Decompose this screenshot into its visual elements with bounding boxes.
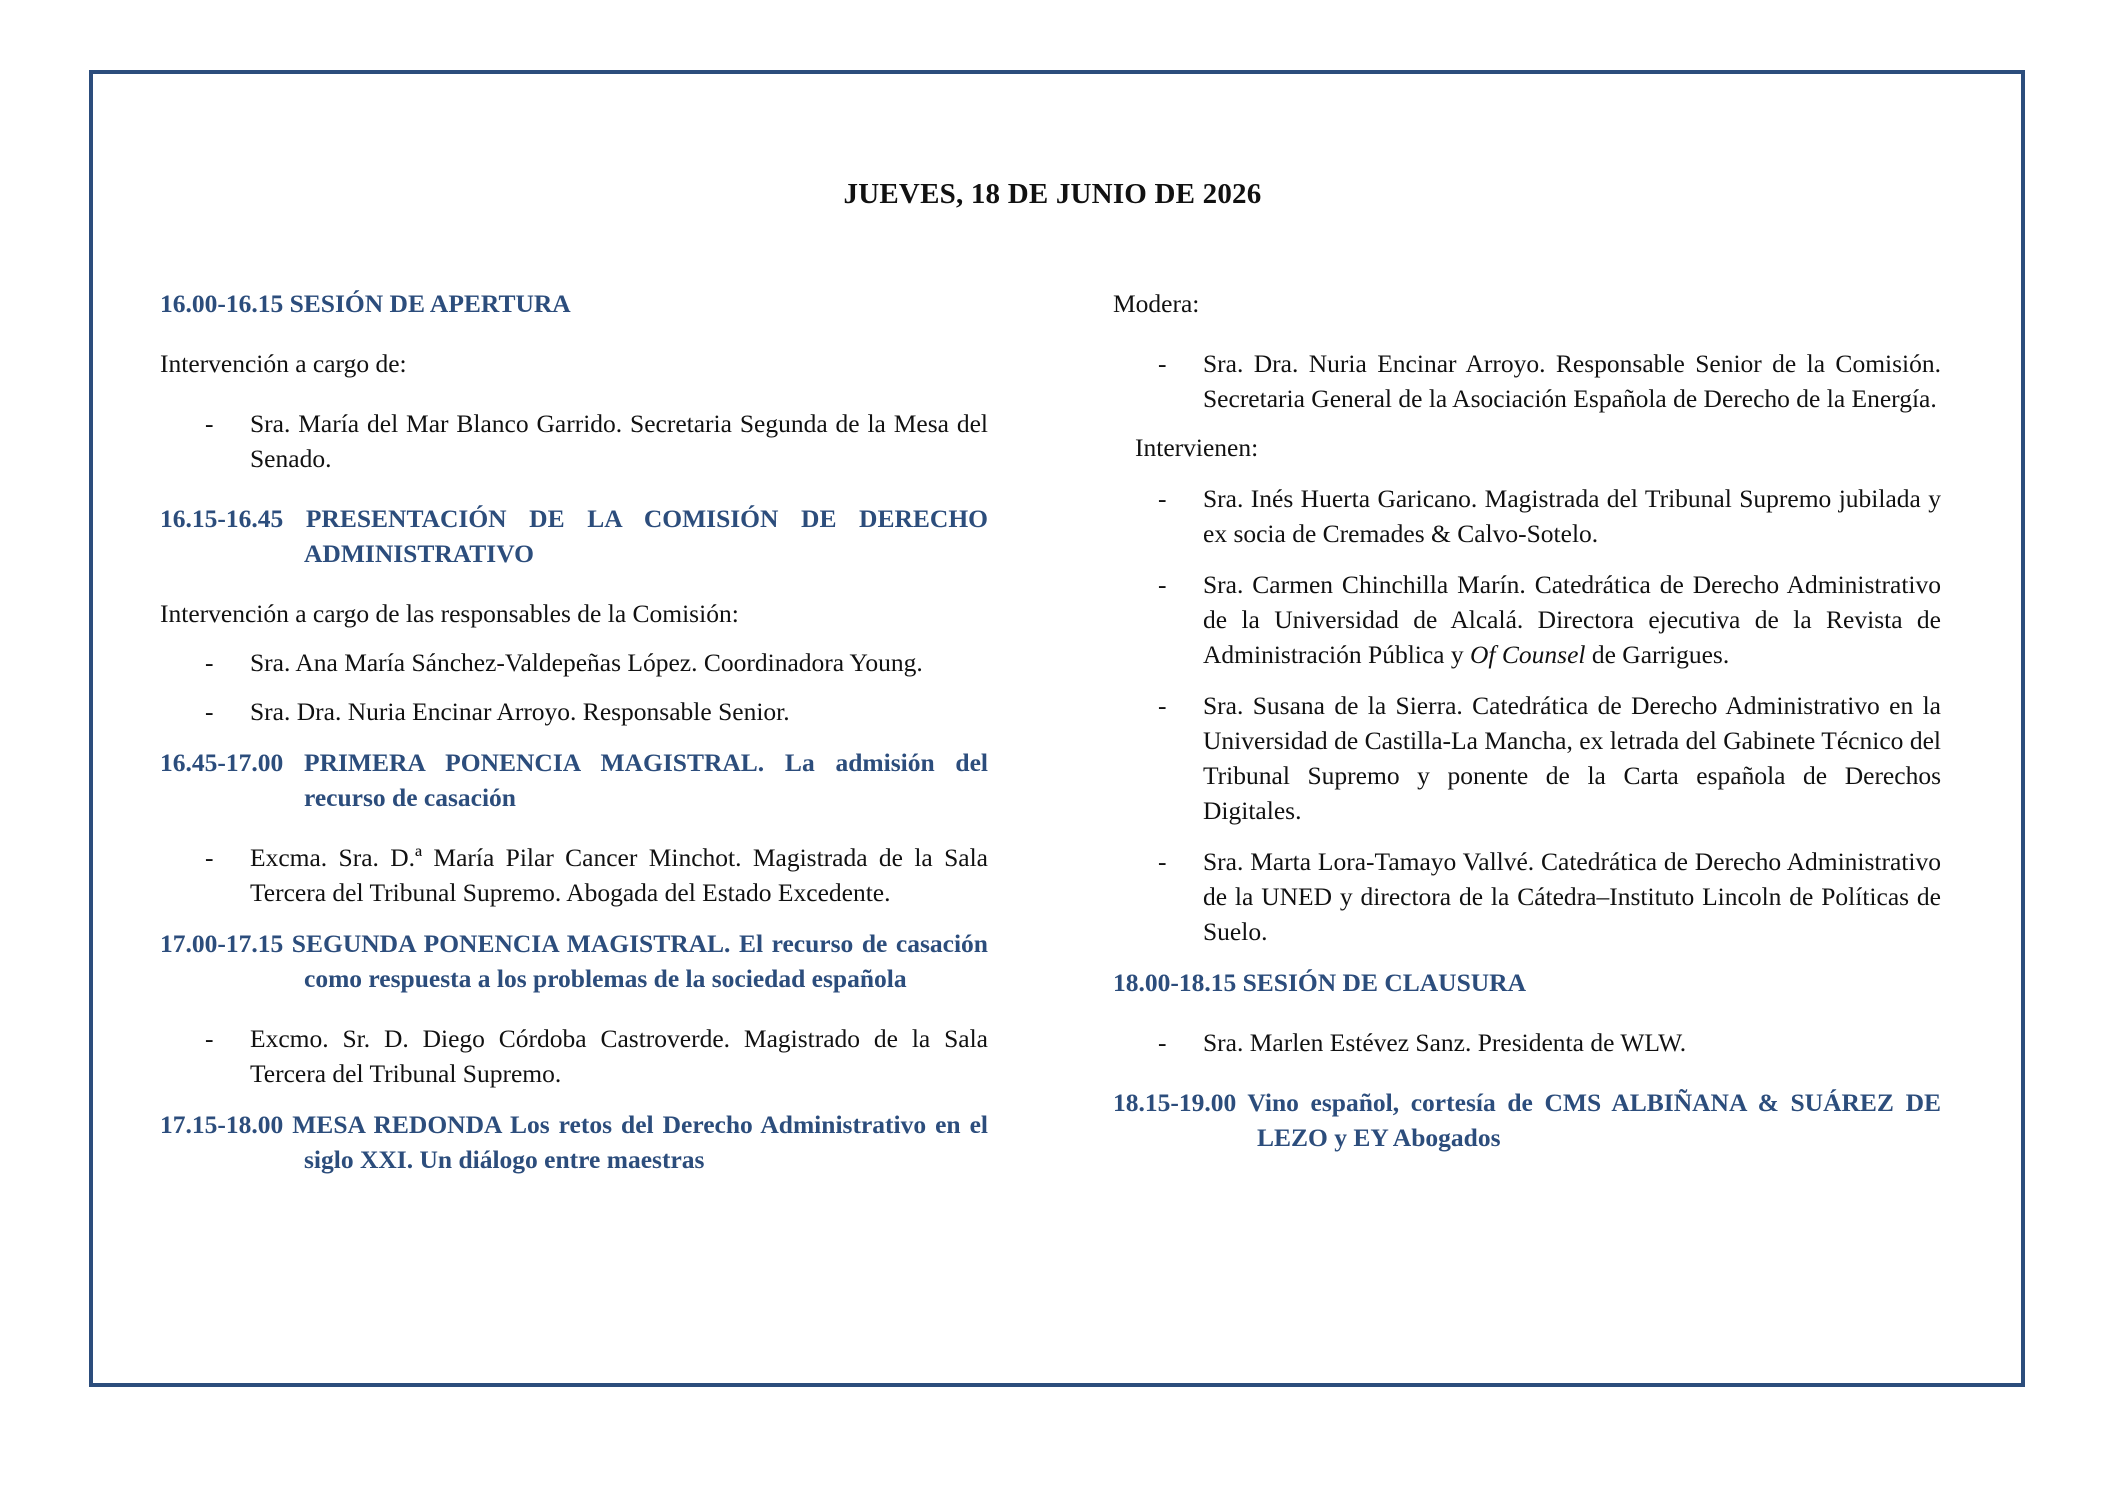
list-item [1113, 1025, 1941, 1060]
page-title: JUEVES, 18 DE JUNIO DE 2026 [843, 178, 1262, 210]
left-column [160, 286, 988, 1177]
section-title-second-lecture: 17.00-17.15 SEGUNDA PONENCIA MAGISTRAL. El recurso de casación como respuesta a los problemas de la sociedad española [160, 929, 988, 993]
list-item-text: Sra. Marlen Estévez Sanz. Presidenta de WLW. [1203, 1028, 1687, 1057]
bullet-dash: - [205, 648, 214, 677]
section-title-first-lecture: 16.45-17.00 PRIMERA PONENCIA MAGISTRAL. La admisión del recurso de casación [160, 748, 988, 812]
section-intro: Intervención a cargo de: [160, 349, 407, 378]
bullet-dash: - [205, 409, 214, 438]
bullet-dash: - [1158, 349, 1167, 378]
section-title-closing: 18.00-18.15 SESIÓN DE CLAUSURA [1113, 968, 1527, 997]
right-column [1113, 286, 1941, 1155]
list-item [160, 406, 988, 476]
section-title-round-table: 17.15-18.00 MESA REDONDA Los retos del Derecho Administrativo en el siglo XXI. Un diálogo entre maestras [160, 1110, 988, 1174]
list-item-text: Sra. Susana de la Sierra. Catedrática de Derecho Administrativo en la Universidad de Castilla-La Mancha, ex letrada del Gabinete Técnico del Tribunal Supremo y ponente de la Carta española de Derechos Digitales. [1203, 691, 1941, 825]
section-title-reception: 18.15-19.00 Vino español, cortesía de CMS ALBIÑANA & SUÁREZ DE LEZO y EY Abogados [1113, 1088, 1941, 1152]
bullet-dash: - [205, 843, 214, 872]
speakers-label: Intervienen: [1135, 433, 1259, 462]
list-item [160, 840, 988, 910]
list-item [1113, 346, 1941, 416]
list-item-text: Excmo. Sr. D. Diego Córdoba Castroverde. Magistrado de la Sala Tercera del Tribunal Supremo. [250, 1024, 988, 1088]
list-item [160, 1021, 988, 1091]
section-intro: Intervención a cargo de las responsables de la Comisión: [160, 599, 739, 628]
bullet-dash: - [1158, 484, 1167, 513]
list-item [160, 694, 988, 729]
list-item-text: Sra. Ana María Sánchez-Valdepeñas López. Coordinadora Young. [250, 648, 923, 677]
list-item-text: Sra. María del Mar Blanco Garrido. Secretaria Segunda de la Mesa del Senado. [250, 409, 988, 473]
list-item-text: Sra. Dra. Nuria Encinar Arroyo. Responsable Senior de la Comisión. Secretaria General de la Asociación Española de Derecho de la Energía. [1203, 349, 1941, 413]
section-title-presentation: 16.15-16.45 PRESENTACIÓN DE LA COMISIÓN DE DERECHO ADMINISTRATIVO [160, 504, 988, 568]
list-item [1113, 844, 1941, 949]
bullet-dash: - [1158, 691, 1167, 720]
bullet-dash: - [1158, 847, 1167, 876]
bullet-dash: - [205, 697, 214, 726]
bullet-dash: - [1158, 570, 1167, 599]
section-title-opening: 16.00-16.15 SESIÓN DE APERTURA [160, 289, 571, 318]
bullet-dash: - [1158, 1028, 1167, 1057]
list-item-text: de Garrigues. [1585, 640, 1730, 669]
list-item-text: Excma. Sra. D.ª María Pilar Cancer Minchot. Magistrada de la Sala Tercera del Tribunal Supremo. Abogada del Estado Excedente. [250, 843, 988, 907]
list-item-text: Sra. Carmen Chinchilla Marín. Catedrática de Derecho Administrativo de la Universidad de Alcalá. Directora ejecutiva de la Revista de Administración Pública y [1203, 570, 1941, 669]
list-item-text: Sra. Inés Huerta Garicano. Magistrada del Tribunal Supremo jubilada y ex socia de Cremades & Calvo-Sotelo. [1203, 484, 1941, 548]
list-item-text: Sra. Marta Lora-Tamayo Vallvé. Catedrática de Derecho Administrativo de la UNED y directora de la Cátedra–Instituto Lincoln de Políticas de Suelo. [1203, 847, 1941, 946]
list-item-text: Sra. Dra. Nuria Encinar Arroyo. Responsable Senior. [250, 697, 790, 726]
list-item [1113, 688, 1941, 828]
list-item [160, 645, 988, 680]
moderator-label: Modera: [1113, 289, 1200, 318]
list-item [1113, 567, 1941, 672]
italic-text: Of Counsel [1470, 640, 1586, 669]
list-item [1113, 481, 1941, 551]
bullet-dash: - [205, 1024, 214, 1053]
